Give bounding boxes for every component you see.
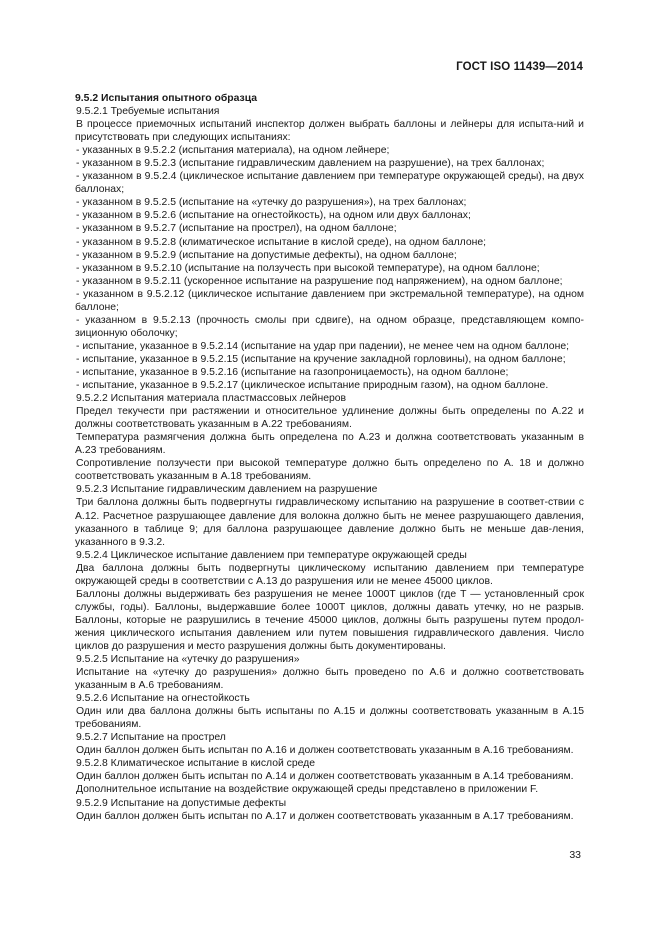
paragraph: Испытание на «утечку до разрушения» должно быть проведено по А.6 и должно соответствовать указанным в А.6 требованиям. xyxy=(75,667,584,692)
paragraph: В процессе приемочных испытаний инспектор должен выбрать баллоны и лейнеры для испыта-ний и присутствовать при следующих испытаниях: xyxy=(75,119,584,144)
paragraph: Один баллон должен быть испытан по А.17 и должен соответствовать указанным в А.17 требованиям. xyxy=(76,810,574,822)
paragraph: Дополнительное испытание на воздействие окружающей среды представлено в приложении F. xyxy=(76,784,539,796)
list-item: - испытание, указанное в 9.5.2.16 (испытание на газопроницаемость), на одном баллоне; xyxy=(76,366,509,378)
subsection-heading: 9.5.2.5 Испытание на «утечку до разрушения» xyxy=(76,654,300,666)
section-heading: 9.5.2 Испытания опытного образца xyxy=(75,93,257,104)
subsection-heading: 9.5.2.2 Испытания материала пластмассовых лейнеров xyxy=(76,393,347,405)
paragraph: Один баллон должен быть испытан по А.14 и должен соответствовать указанным в А.14 требованиям. xyxy=(76,771,574,783)
list-item: - испытание, указанное в 9.5.2.15 (испытание на кручение закладной горловины), на одном баллоне; xyxy=(76,353,566,365)
list-item: - испытание, указанное в 9.5.2.17 (циклическое испытание природным газом), на одном баллоне. xyxy=(76,380,549,392)
subsection-heading: 9.5.2.6 Испытание на огнестойкость xyxy=(76,693,250,705)
list-item: - указанном в 9.5.2.7 (испытание на прострел), на одном баллоне; xyxy=(76,223,397,235)
paragraph: Сопротивление ползучести при высокой температуре должно быть определено по А. 18 и должно соответствовать указанным в А.18 требованиям. xyxy=(75,458,584,483)
list-item: - указанном в 9.5.2.5 (испытание на «утечку до разрушения»), на трех баллонах; xyxy=(76,197,467,209)
list-item: - указанном в 9.5.2.9 (испытание на допустимые дефекты), на одном баллоне; xyxy=(76,249,457,261)
page-number: 33 xyxy=(569,849,581,861)
paragraph: Баллоны должны выдерживать без разрушения не менее 1000T циклов (где T — установленный срок службы, годы). Баллоны, выдержавшие более 1000T циклов, должны давать утечку, но не разрыв. Баллоны, которые не разрушились в течение 45000 циклов, должны быть разрушены путем продол-жения циклического испытания давлением или путем повышения гидравлического давления. Число циклов до разрушения и место разрушения должны быть документированы. xyxy=(75,588,584,652)
subsection-heading: 9.5.2.1 Требуемые испытания xyxy=(76,106,220,118)
list-item: - указанном в 9.5.2.3 (испытание гидравлическим давлением на разрушение), на трех баллонах; xyxy=(76,158,545,170)
paragraph: Температура размягчения должна быть определена по А.23 и должна соответствовать указанным в А.23 требованиям. xyxy=(75,432,584,457)
paragraph: Один или два баллона должны быть испытаны по А.15 и должны соответствовать указанным в А.15 требованиям. xyxy=(75,706,584,731)
subsection-heading: 9.5.2.3 Испытание гидравлическим давлением на разрушение xyxy=(76,484,378,496)
list-item: - указанном в 9.5.2.4 (циклическое испытание давлением при температуре окружающей среды), на двух баллонах; xyxy=(75,171,584,196)
list-item: - указанном в 9.5.2.13 (прочность смолы при сдвиге), на одном образце, представляющем компо-зиционную оболочку; xyxy=(75,314,584,339)
list-item: - указанном в 9.5.2.6 (испытание на огнестойкость), на одном или двух баллонах; xyxy=(76,210,471,222)
subsection-heading: 9.5.2.4 Циклическое испытание давлением при температуре окружающей среды xyxy=(76,549,467,561)
subsection-heading: 9.5.2.9 Испытание на допустимые дефекты xyxy=(76,797,287,809)
subsection-heading: 9.5.2.7 Испытание на прострел xyxy=(76,732,226,744)
list-item: - испытание, указанное в 9.5.2.14 (испытание на удар при падении), не менее чем на одном баллоне; xyxy=(76,340,569,352)
subsection-heading: 9.5.2.8 Климатическое испытание в кислой среде xyxy=(76,758,316,770)
paragraph: Один баллон должен быть испытан по А.16 и должен соответствовать указанным в А.16 требованиям. xyxy=(76,745,574,757)
paragraph: Два баллона должны быть подвергнуты циклическому испытанию давлением при температуре окружающей среды в соответствии с А.13 до разрушения или не менее 45000 циклов. xyxy=(75,562,584,587)
list-item: - указанном в 9.5.2.12 (циклическое испытание давлением при экстремальной температуре), на одном баллоне; xyxy=(75,288,584,313)
list-item: - указанном в 9.5.2.8 (климатическое испытание в кислой среде), на одном баллоне; xyxy=(76,236,487,248)
paragraph: Предел текучести при растяжении и относительное удлинение должны быть определены по А.22 и должны соответствовать указанным в А.22 требованиям. xyxy=(75,406,584,431)
list-item: - указанных в 9.5.2.2 (испытания материала), на одном лейнере; xyxy=(76,145,390,157)
list-item: - указанном в 9.5.2.10 (испытание на ползучесть при высокой температуре), на одном баллоне; xyxy=(76,262,540,274)
list-item: - указанном в 9.5.2.11 (ускоренное испытание на разрушение под напряжением), на одном баллоне; xyxy=(76,275,563,287)
paragraph: Три баллона должны быть подвергнуты гидравлическому испытанию на разрушение в соответ-ствии с А.12. Расчетное разрушающее давление для волокна должно быть не менее разрушающего давления, указанного в таблице 9; для баллона разрушающее давление должно быть не меньше дав-ления, указанного в 9.3.2. xyxy=(75,497,584,548)
standard-header: ГОСТ ISO 11439—2014 xyxy=(456,61,583,73)
document-body xyxy=(75,92,584,823)
